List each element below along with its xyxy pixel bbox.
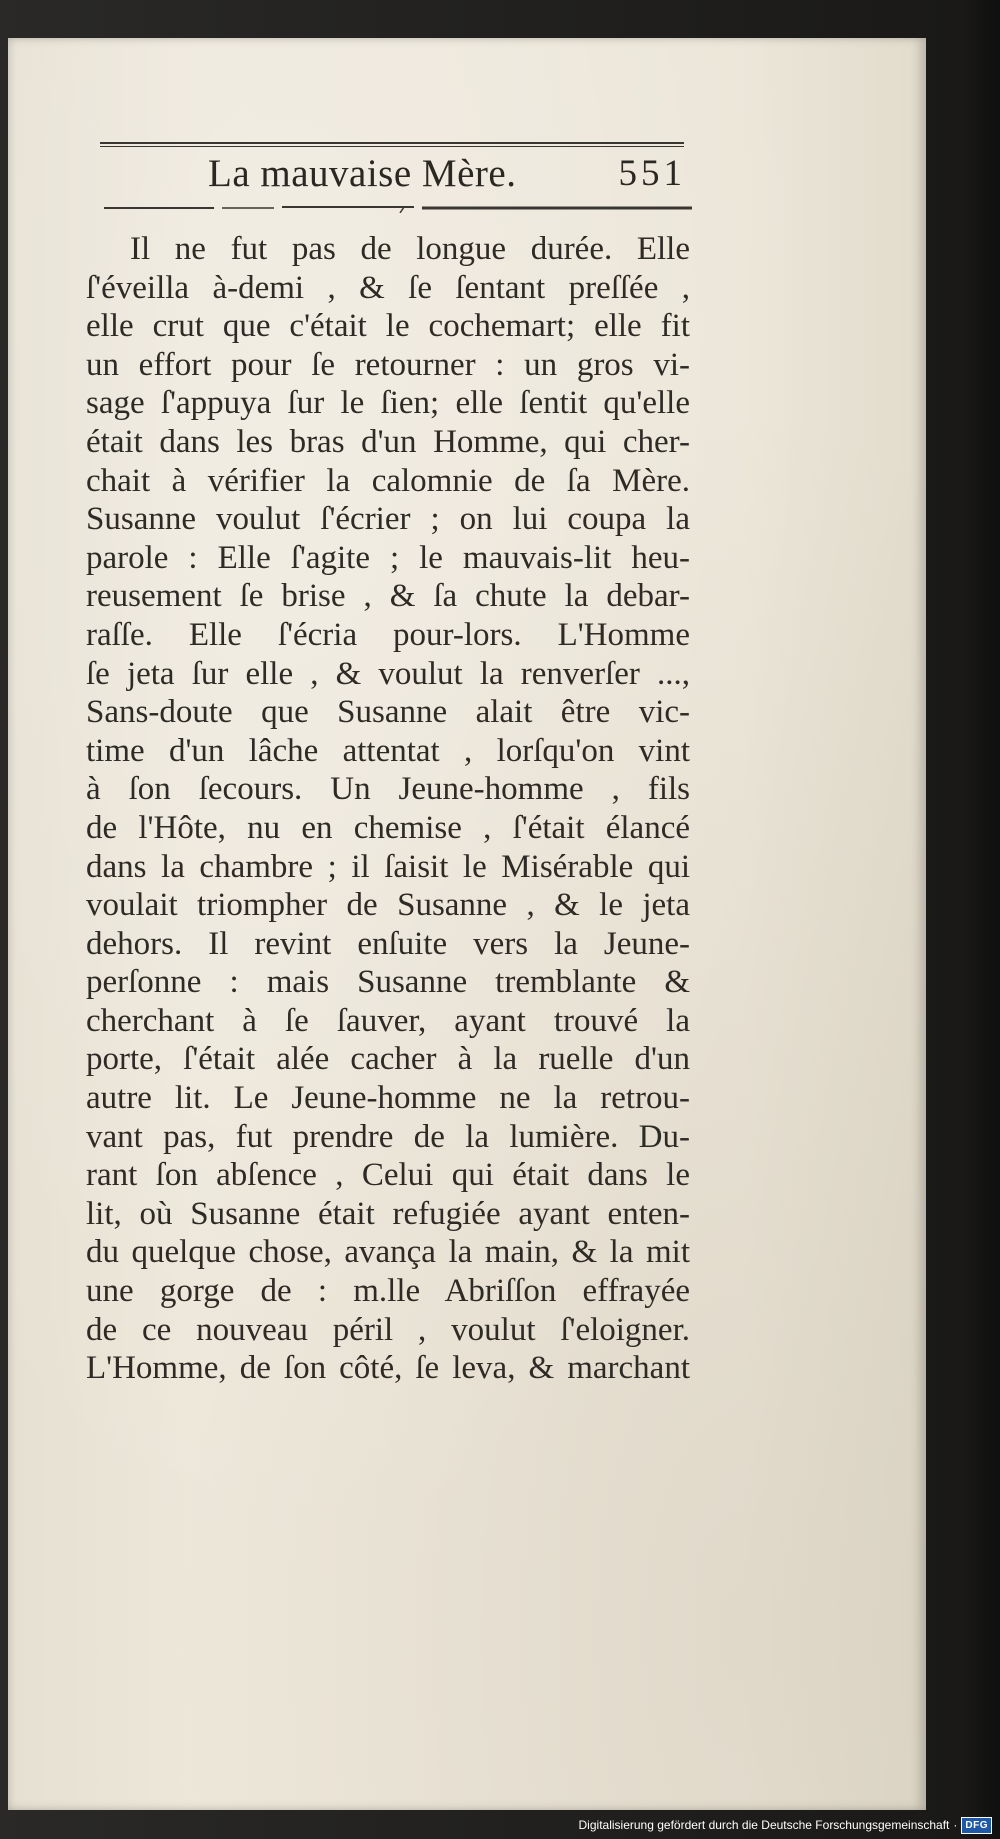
text-line: un effort pour ſe retourner : un gros vi- <box>86 346 690 383</box>
text-line: chait à vérifier la calomnie de ſa Mère. <box>86 462 690 499</box>
text-line: perſonne : mais Susanne tremblante & <box>86 964 690 1001</box>
text-line: de l'Hôte, nu en chemise , ſ'était élancé <box>86 809 690 846</box>
text-line: dans la chambre ; il ſaisit le Misérable qui <box>86 848 690 885</box>
text-line: time d'un lâche attentat , lorſqu'on vint <box>86 732 690 769</box>
text-line: vant pas, fut prendre de la lumière. Du- <box>86 1118 690 1155</box>
text-line: Susanne voulut ſ'écrier ; on lui coupa la <box>86 501 690 538</box>
text-line: dehors. Il revint enſuite vers la Jeune- <box>86 925 690 962</box>
text-line: une gorge de : m.lle Abriſſon effrayée <box>86 1273 690 1310</box>
text-line: L'Homme, de ſon côté, ſe leva, & marchant <box>86 1350 690 1387</box>
text-line: reusement ſe brise , & ſa chute la debar- <box>86 578 690 615</box>
header-rule <box>100 142 684 147</box>
running-head <box>100 150 690 198</box>
body-text <box>86 230 690 1388</box>
text-line: autre lit. Le Jeune-homme ne la retrou- <box>86 1080 690 1117</box>
text-line: Sans-doute que Susanne alait être vic- <box>86 694 690 731</box>
text-line: du quelque chose, avança la main, & la mit <box>86 1234 690 1271</box>
text-line: elle crut que c'était le cochemart; elle fit <box>86 308 690 345</box>
text-line: lit, où Susanne était refugiée ayant enten- <box>86 1195 690 1232</box>
page-number: 551 <box>618 153 686 194</box>
text-line: de ce nouveau péril , voulut ſ'eloigner. <box>86 1311 690 1348</box>
dfg-logo-icon: DFG <box>961 1817 992 1834</box>
text-line: ſ'éveilla à-demi , & ſe ſentant preſſée , <box>86 269 690 306</box>
text-line: à ſon ſecours. Un Jeune-homme , fils <box>86 771 690 808</box>
text-line: cherchant à ſe ſauver, ayant trouvé la <box>86 1002 690 1039</box>
text-line: était dans les bras d'un Homme, qui cher- <box>86 423 690 460</box>
text-line: rant ſon abſence , Celui qui était dans le <box>86 1157 690 1194</box>
text-line: voulait triompher de Susanne , & le jeta <box>86 887 690 924</box>
credit-text: Digitalisierung gefördert durch die Deutsche Forschungsgemeinschaft <box>578 1818 950 1832</box>
ornament-rule <box>104 205 692 213</box>
text-line: porte, ſ'était alée cacher à la ruelle d'un <box>86 1041 690 1078</box>
text-line: raſſe. Elle ſ'écria pour-lors. L'Homme <box>86 616 690 653</box>
text-line: ſe jeta ſur elle , & voulut la renverſer ..., <box>86 655 690 692</box>
text-line: Il ne fut pas de longue durée. Elle <box>130 231 690 267</box>
text-line: parole : Elle ſ'agite ; le mauvais-lit heu- <box>86 539 690 576</box>
text-line: sage ſ'appuya ſur le ſien; elle ſentit qu'elle <box>86 385 690 422</box>
running-title: La mauvaise Mère. <box>208 152 517 195</box>
digitization-credit: Digitalisierung gefördert durch die Deutsche Forschungsgemeinschaft · DFG <box>579 1814 992 1836</box>
